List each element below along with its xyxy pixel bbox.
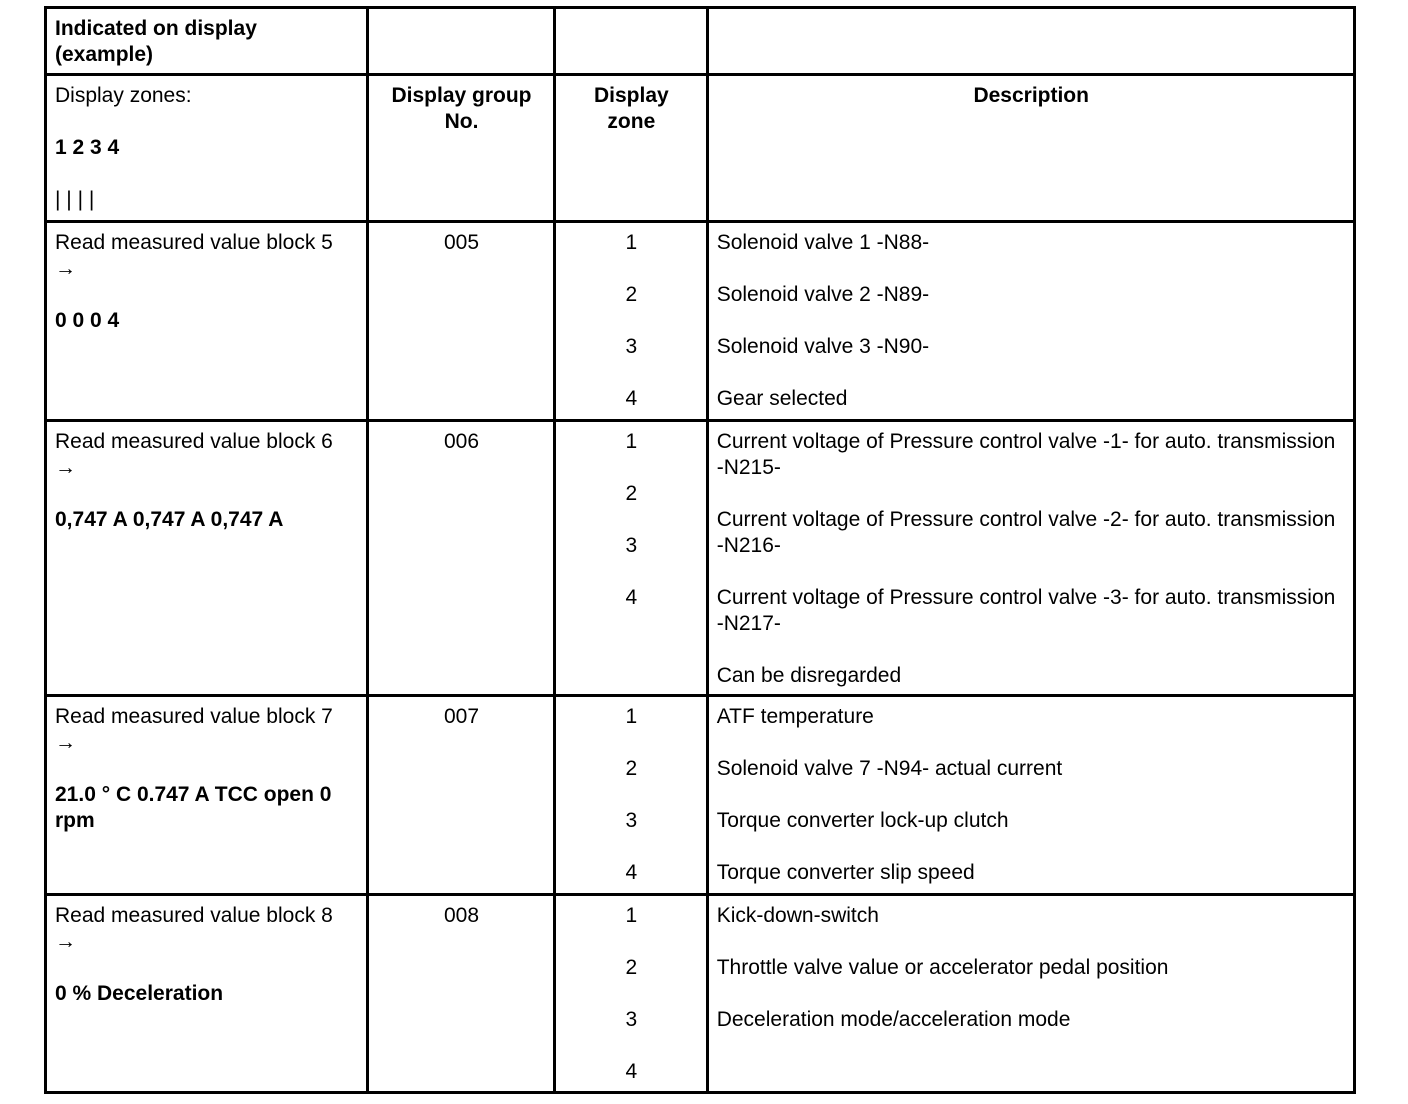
header-empty-cell — [707, 8, 1354, 75]
description-item: Can be disregarded — [716, 664, 902, 687]
description-item: Solenoid valve 1 -N88- — [716, 231, 930, 254]
description-item: ATF temperature — [716, 705, 874, 728]
table-row — [46, 895, 1355, 1093]
display-zones-label: Display zones: — [55, 84, 192, 107]
description-item: Gear selected — [716, 387, 848, 410]
arrow-right-icon: → — [55, 930, 76, 953]
zone-number: 3 — [625, 335, 638, 358]
description-item: Solenoid valve 2 -N89- — [716, 283, 930, 306]
arrow-right-icon: → — [55, 731, 76, 754]
zone-number: 2 — [625, 482, 638, 505]
display-zones-numbers: 1 2 3 4 — [55, 136, 120, 159]
display-group-header-text: Display group No. — [391, 84, 532, 133]
display-zone-list — [555, 895, 708, 1093]
display-zones-bars: | | | | — [55, 188, 95, 211]
example-cell — [46, 421, 368, 696]
description-item: Solenoid valve 3 -N90- — [716, 335, 930, 358]
zone-number: 3 — [625, 1008, 638, 1031]
block-label: Read measured value block 8 — [55, 904, 333, 927]
arrow-right-icon: → — [55, 257, 76, 280]
example-value: 0 % Deceleration — [55, 982, 224, 1005]
description-list — [707, 421, 1354, 696]
description-list — [707, 895, 1354, 1093]
zone-number: 4 — [625, 387, 638, 410]
description-item: Torque converter lock-up clutch — [716, 809, 1009, 832]
description-item: Deceleration mode/acceleration mode — [716, 1008, 1071, 1031]
zone-number: 3 — [625, 534, 638, 557]
measured-value-table — [44, 6, 1356, 1094]
display-zone-header — [555, 75, 708, 222]
display-group-number: 005 — [368, 222, 555, 421]
description-item: Current voltage of Pressure control valve -1- for auto. transmission -N215- — [716, 430, 1336, 479]
zone-number: 4 — [625, 586, 638, 609]
example-cell — [46, 696, 368, 895]
table-row — [46, 696, 1355, 895]
display-group-header — [368, 75, 555, 222]
example-value: 21.0 ° C 0.747 A TCC open 0 rpm — [55, 783, 332, 832]
block-label: Read measured value block 7 — [55, 705, 333, 728]
display-zone-list — [555, 421, 708, 696]
table-header-row — [46, 8, 1355, 75]
table-row — [46, 222, 1355, 421]
indicated-on-display-header: Indicated on display (example) — [46, 8, 368, 75]
table-row — [46, 421, 1355, 696]
display-group-number: 007 — [368, 696, 555, 895]
zone-number: 4 — [625, 1060, 638, 1083]
description-list — [707, 696, 1354, 895]
description-header: Description — [707, 75, 1354, 222]
description-item: Torque converter slip speed — [716, 861, 975, 884]
display-group-number: 006 — [368, 421, 555, 696]
example-cell — [46, 895, 368, 1093]
display-zone-header-text: Display zone — [594, 84, 669, 133]
zone-number: 2 — [625, 956, 638, 979]
zone-number: 1 — [625, 430, 638, 453]
header-empty-cell — [555, 8, 708, 75]
header-empty-cell — [368, 8, 555, 75]
display-group-number: 008 — [368, 895, 555, 1093]
column-headings-row — [46, 75, 1355, 222]
zone-number: 2 — [625, 757, 638, 780]
example-value: 0,747 A 0,747 A 0,747 A — [55, 508, 284, 531]
display-zone-list — [555, 222, 708, 421]
example-cell — [46, 222, 368, 421]
zone-number: 1 — [625, 705, 638, 728]
description-item: Kick-down-switch — [716, 904, 879, 927]
description-item: Solenoid valve 7 -N94- actual current — [716, 757, 1063, 780]
zone-number: 2 — [625, 283, 638, 306]
display-zone-list — [555, 696, 708, 895]
example-value: 0 0 0 4 — [55, 309, 120, 332]
block-label: Read measured value block 5 — [55, 231, 333, 254]
zone-number: 4 — [625, 861, 638, 884]
zone-number: 1 — [625, 904, 638, 927]
description-item: Current voltage of Pressure control valve -2- for auto. transmission -N216- — [716, 508, 1336, 557]
block-label: Read measured value block 6 — [55, 430, 333, 453]
arrow-right-icon: → — [55, 456, 76, 479]
description-item: Current voltage of Pressure control valve -3- for auto. transmission -N217- — [716, 586, 1336, 635]
description-item: Throttle valve value or accelerator pedal position — [716, 956, 1169, 979]
description-list — [707, 222, 1354, 421]
zone-number: 1 — [625, 231, 638, 254]
zone-number: 3 — [625, 809, 638, 832]
display-zones-cell — [46, 75, 368, 222]
